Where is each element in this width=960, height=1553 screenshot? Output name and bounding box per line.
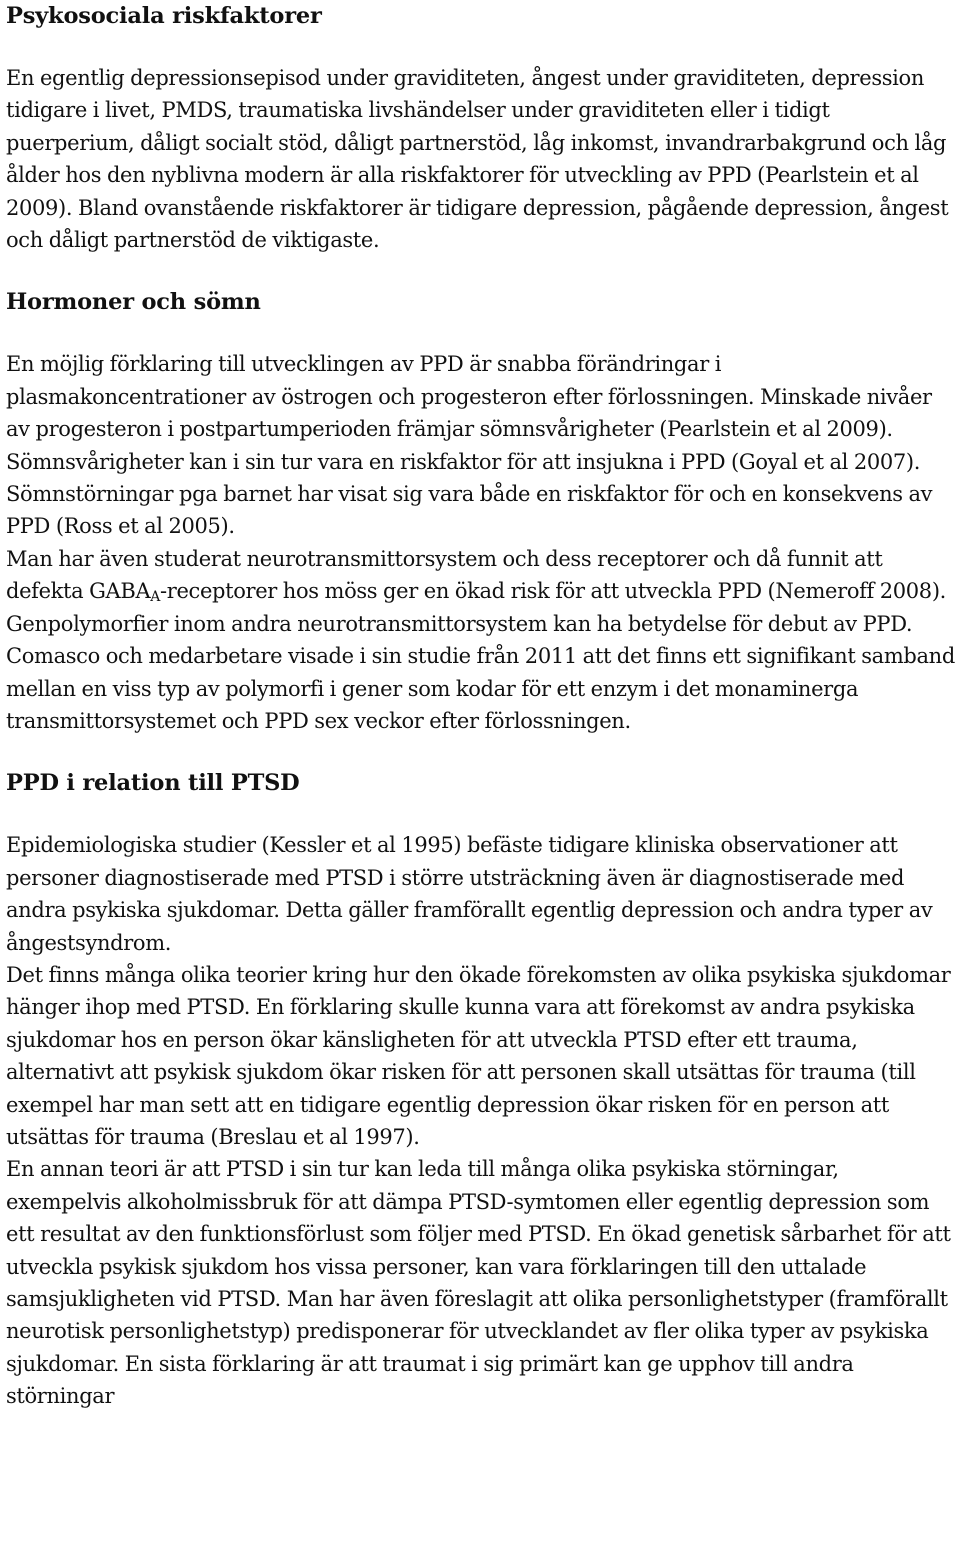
spacer xyxy=(6,799,958,829)
spacer xyxy=(6,256,958,286)
spacer xyxy=(6,32,958,62)
paragraph-ptsd-2: Det finns många olika teorier kring hur den ökade förekomsten av olika psykiska sjukdomar hänger ihop med PTSD. En förklaring skulle kunna vara att förekomst av andra psykiska sjukdomar hos en person ökar känsligheten för att utveckla PTSD efter ett trauma, alternativt att psykisk sjukdom ökar risken för att personen skall utsättas för trauma (till exempel har man sett att en tidigare egentlig depression ökar risken för en person att utsättas för trauma (Breslau et al 1997). xyxy=(6,962,951,1149)
subscript-text: A xyxy=(150,589,161,606)
section-heading-ptsd: PPD i relation till PTSD xyxy=(6,770,300,797)
paragraph-hormoner-1: En möjlig förklaring till utvecklingen av PPD är snabba förändringar i plasmakoncentrationer av östrogen och progesteron efter förlossningen. Minskade nivåer av progesteron i postpartumperioden främjar sömnsvårigheter (Pearlstein et al 2009). Sömnsvårigheter kan i sin tur vara en riskfaktor för att insjukna i PPD (Goyal et al 2007). Sömnstörningar pga barnet har visat sig vara både en riskfaktor för och en konsekvens av PPD (Ross et al 2005). xyxy=(6,352,933,539)
section-heading-hormoner: Hormoner och sömn xyxy=(6,289,261,316)
section-heading-psykosociala: Psykosociala riskfaktorer xyxy=(6,3,322,29)
paragraph-text: Man har även studerat neurotransmittorsystem och dess receptorer och då funnit att defekta GABA xyxy=(6,546,883,604)
paragraph-ptsd-1: Epidemiologiska studier (Kessler et al 1995) befäste tidigare kliniska observationer att personer diagnostiserade med PTSD i större utsträckning även är diagnostiserade med andra psykiska sjukdomar. Detta gäller framförallt egentlig depression och andra typer av ångestsyndrom. xyxy=(6,833,933,955)
paragraph-hormoner-3: Genpolymorfier inom andra neurotransmittorsystem kan ha betydelse för debut av PPD. Comasco och medarbetare visade i sin studie från 2011 att det finns ett signifikant samband mellan en viss typ av polymorfi i gener som kodar för ett enzym i det monaminerga transmittorsystemet och PPD sex veckor efter förlossningen. xyxy=(6,611,955,733)
paragraph-text: -receptorer hos möss ger en ökad risk för att utveckla PPD (Nemeroff 2008). xyxy=(160,579,946,604)
spacer xyxy=(6,318,958,348)
document-page xyxy=(6,0,958,1413)
spacer xyxy=(6,737,958,767)
paragraph-hormoner-2 xyxy=(6,543,958,608)
paragraph-psykosociala: En egentlig depressionsepisod under graviditeten, ångest under graviditeten, depression tidigare i livet, PMDS, traumatiska livshändelser under graviditeten eller i tidigt puerperium, dåligt socialt stöd, dåligt partnerstöd, låg inkomst, invandrarbakgrund och låg ålder hos den nyblivna modern är alla riskfaktorer för utveckling av PPD (Pearlstein et al 2009). Bland ovanstående riskfaktorer är tidigare depression, pågående depression, ångest och dåligt partnerstöd de viktigaste. xyxy=(6,66,949,253)
paragraph-ptsd-3: En annan teori är att PTSD i sin tur kan leda till många olika psykiska störningar, exempelvis alkoholmissbruk för att dämpa PTSD-symtomen eller egentlig depression som ett resultat av den funktionsförlust som följer med PTSD. En ökad genetisk sårbarhet för att utveckla psykisk sjukdom hos vissa personer, kan vara förklaringen till den uttalade samsjukligheten vid PTSD. Man har även föreslagit att olika personlighetstyper (framförallt neurotisk personlighetstyp) predisponerar för utvecklandet av fler olika typer av psykiska sjukdomar. En sista förklaring är att traumat i sig primärt kan ge upphov till andra störningar xyxy=(6,1157,951,1409)
